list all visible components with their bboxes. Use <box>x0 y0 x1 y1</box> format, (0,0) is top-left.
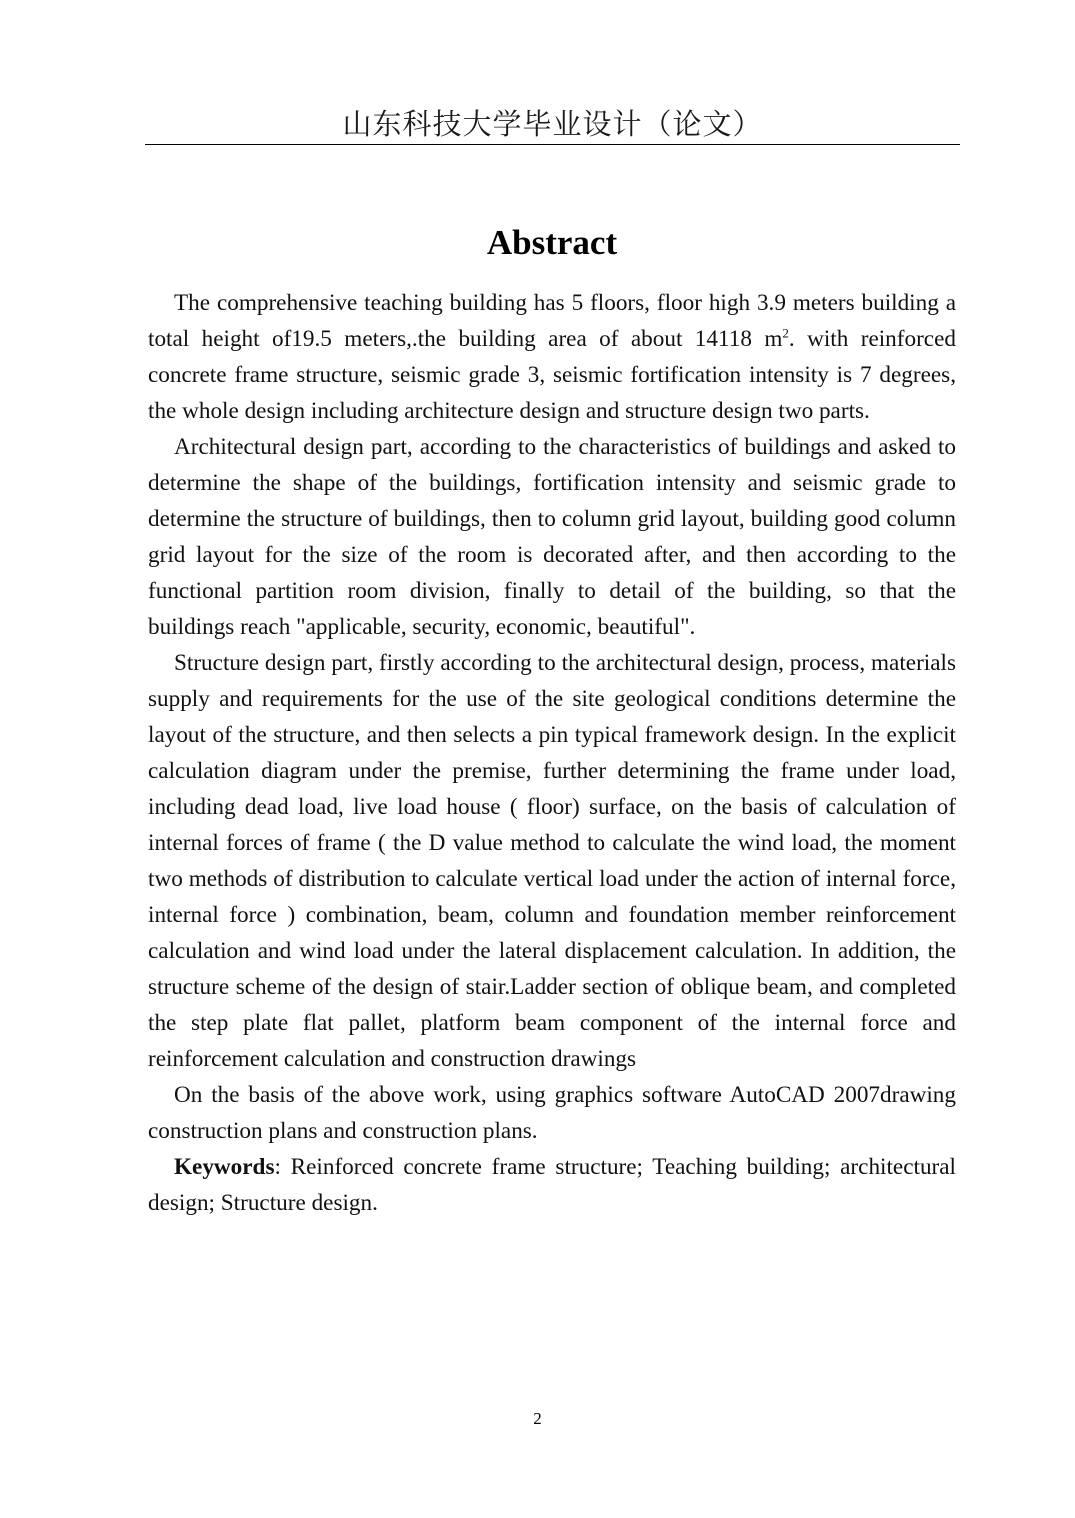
keywords-label: Keywords <box>174 1154 275 1180</box>
area-unit-superscript: 2 <box>782 325 789 341</box>
paragraph-1-text-end: . with reinforced concrete frame structure, seismic grade 3, seismic fortification intensity is 7 degrees, the whole design including architecture design and structure design two parts. <box>148 326 956 424</box>
abstract-body <box>148 285 956 1221</box>
keywords-text: : Reinforced concrete frame structure; Teaching building; architectural design; Structure design. <box>148 1154 956 1216</box>
paragraph-1-text-start: The comprehensive teaching building has 5 floors, floor high 3.9 meters building a total height of19.5 meters,.the building area of about 14118 m <box>148 290 956 352</box>
keywords-paragraph <box>148 1149 956 1221</box>
abstract-title: Abstract <box>486 223 618 262</box>
abstract-paragraph-1 <box>148 285 956 429</box>
running-header: 山东科技大学毕业设计（论文） <box>342 107 763 141</box>
header-divider <box>145 144 960 145</box>
abstract-paragraph-2: Architectural design part, according to the characteristics of buildings and asked to determine the shape of the buildings, fortification intensity and seismic grade to determine the structure of buildings, then to column grid layout, building good column grid layout for the size of the room is decorated after, and then according to the functional partition room division, finally to detail of the building, so that the buildings reach "applicable, security, economic, beautiful". <box>148 434 956 640</box>
abstract-paragraph-3: Structure design part, firstly according to the architectural design, process, materials supply and requirements for the use of the site geological conditions determine the layout of the structure, and then selects a pin typical framework design. In the explicit calculation diagram under the premise, further determining the frame under load, including dead load, live load house ( floor) surface, on the basis of calculation of internal forces of frame ( the D value method to calculate the wind load, the moment two methods of distribution to calculate vertical load under the action of internal force, internal force ) combination, beam, column and foundation member reinforcement calculation and wind load under the lateral displacement calculation. In addition, the structure scheme of the design of stair.Ladder section of oblique beam, and completed the step plate flat pallet, platform beam component of the internal force and reinforcement calculation and construction drawings <box>148 650 956 1072</box>
abstract-paragraph-4: On the basis of the above work, using graphics software AutoCAD 2007drawing construction plans and construction plans. <box>148 1082 956 1144</box>
page-number: 2 <box>533 1409 542 1428</box>
